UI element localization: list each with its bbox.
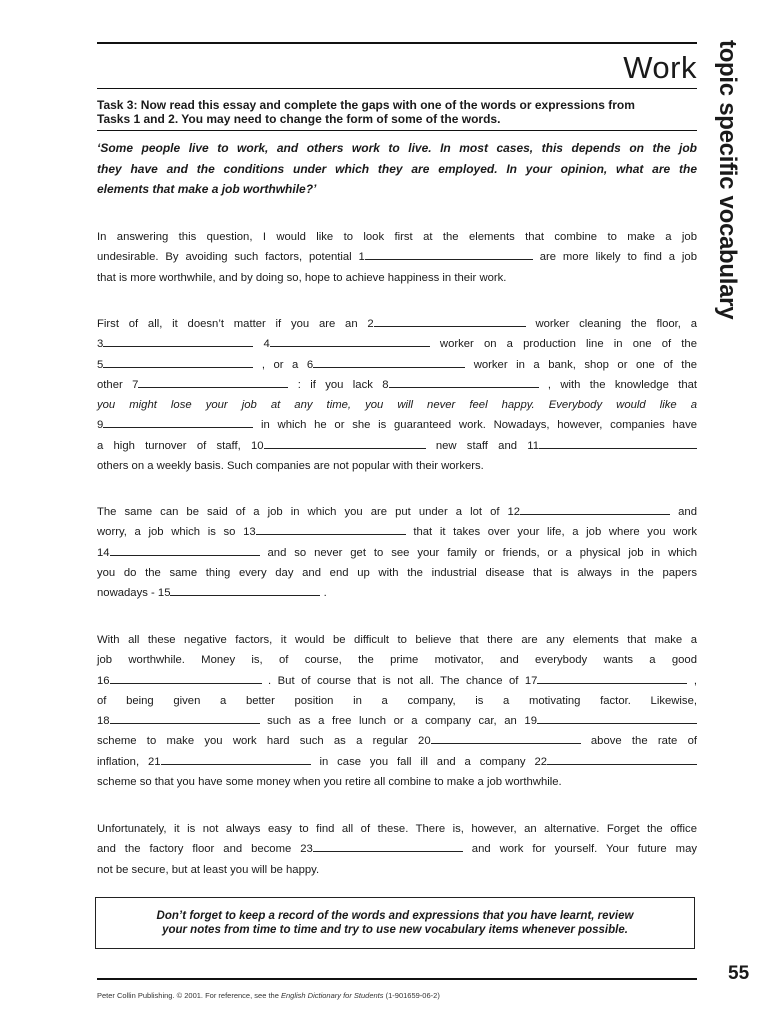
gap-11[interactable] [539, 437, 697, 449]
p2-line-8: others on a weekly basis. Such companies are not popular with their workers. [97, 460, 484, 473]
footer-book-title: English Dictionary for Students [280, 991, 384, 1000]
gap-20[interactable] [431, 732, 581, 744]
p2-line-3: 5 , or a 6 worker in a bank, shop or one of the [97, 355, 697, 375]
p4-line-4: of being given a better position in a company, is a motivating factor. Likewise, [97, 694, 697, 707]
p1-line-2: undesirable. By avoiding such factors, potential 1 are more likely to find a job [97, 247, 697, 267]
task-rule [97, 130, 697, 131]
gap-13[interactable] [256, 523, 406, 535]
p4-line-1: With all these negative factors, it would be difficult to believe that there are any elements that make a [97, 634, 697, 646]
footer-credit: Peter Collin Publishing. © 2001. For reference, see the English Dictionary for Students (1-901659-06-2) [97, 991, 440, 1000]
p2-line-1: First of all, it doesn’t matter if you are an 2 worker cleaning the floor, a [97, 314, 697, 334]
p3-line-5: nowadays - 15 . [97, 583, 697, 603]
reminder-line-1: Don’t forget to keep a record of the words and expressions that you have learnt, review [156, 910, 634, 922]
p3-line-2: worry, a job which is so 13 that it takes over your life, a job where you work [97, 522, 697, 542]
reminder-box [95, 897, 695, 949]
gap-22[interactable] [547, 753, 697, 765]
p5-line-2: and the factory floor and become 23 and work for yourself. Your future may [97, 839, 697, 859]
p2-line-7: a high turnover of staff, 10 new staff and 11 [97, 436, 697, 456]
side-label-text: topic specific vocabulary [714, 40, 741, 320]
gap-9[interactable] [103, 416, 253, 428]
page-title: Work [623, 50, 697, 85]
quote-line-3: elements that make a job worthwhile?’ [97, 182, 317, 196]
reminder-text [96, 909, 694, 937]
p4-line-3: 16 . But of course that is not all. The chance of 17 , [97, 671, 697, 691]
p4-line-8: scheme so that you have some money when you retire all combine to make a job worthwhile. [97, 776, 562, 789]
p2-line-5: you might lose your job at any time, you will never feel happy. Everybody would like a [97, 399, 697, 412]
title-rule [97, 88, 697, 89]
paragraph-1 [97, 227, 697, 288]
gap-14[interactable] [110, 544, 260, 556]
paragraph-4 [97, 630, 697, 792]
gap-8[interactable] [389, 376, 539, 388]
p2-line-6: 9 in which he or she is guaranteed work. Nowadays, however, companies have [97, 415, 697, 435]
task-instructions [97, 98, 697, 126]
bottom-rule [97, 978, 697, 980]
p4-line-7: inflation, 21 in case you fall ill and a company 22 [97, 752, 697, 772]
reminder-line-2: your notes from time to time and try to use new vocabulary items whenever possible. [162, 924, 628, 936]
page-number: 55 [728, 963, 750, 984]
gap-16[interactable] [110, 672, 262, 684]
gap-5[interactable] [103, 356, 253, 368]
gap-19[interactable] [537, 712, 697, 724]
paragraph-2 [97, 314, 697, 476]
p4-line-5: 18 such as a free lunch or a company car, an 19 [97, 711, 697, 731]
gap-15[interactable] [170, 584, 320, 596]
gap-4[interactable] [270, 335, 430, 347]
gap-10[interactable] [264, 437, 426, 449]
p1-line-3: that is more worthwhile, and by doing so, hope to achieve happiness in their work. [97, 271, 507, 284]
p5-line-3: not be secure, but at least you will be happy. [97, 863, 320, 876]
gap-2[interactable] [374, 315, 526, 327]
p2-line-2: 3 4 worker on a production line in one of the [97, 334, 697, 354]
gap-3[interactable] [103, 335, 253, 347]
p3-line-3: 14 and so never get to see your family or friends, or a physical job in which [97, 543, 697, 563]
quote-line-2: they have and the conditions under which they are employed. In your opinion, what are the [97, 161, 697, 176]
gap-6[interactable] [313, 356, 465, 368]
p2-line-4: other 7 : if you lack 8 , with the knowledge that [97, 375, 697, 395]
paragraph-3 [97, 502, 697, 603]
paragraph-5 [97, 819, 697, 880]
gap-21[interactable] [161, 753, 311, 765]
p3-line-4: you do the same thing every day and end up with the industrial disease that is always in the papers [97, 566, 697, 579]
task-line-2: Tasks 1 and 2. You may need to change the form of some of the words. [97, 112, 501, 126]
p1-line-1: In answering this question, I would like to look first at the elements that combine to make a job [97, 231, 697, 243]
p3-line-1: The same can be said of a job in which you are put under a lot of 12 and [97, 502, 697, 522]
gap-12[interactable] [520, 503, 670, 515]
essay-question [97, 138, 697, 200]
gap-1[interactable] [365, 248, 533, 260]
gap-7[interactable] [138, 376, 288, 388]
quote-line-1: ‘Some people live to work, and others work to live. In most cases, this depends on the job [97, 141, 697, 155]
gap-17[interactable] [537, 672, 687, 684]
gap-18[interactable] [110, 712, 260, 724]
top-rule [97, 42, 697, 44]
p4-line-2: job worthwhile. Money is, of course, the prime motivator, and everybody wants a good [97, 654, 697, 667]
p5-line-1: Unfortunately, it is not always easy to find all of these. There is, however, an alternative. Forget the office [97, 823, 697, 835]
p4-line-6: scheme to make you work hard such as a regular 20 above the rate of [97, 731, 697, 751]
task-line-1: Task 3: Now read this essay and complete the gaps with one of the words or expressions from [97, 98, 635, 112]
gap-23[interactable] [313, 840, 463, 852]
side-label [702, 40, 762, 320]
